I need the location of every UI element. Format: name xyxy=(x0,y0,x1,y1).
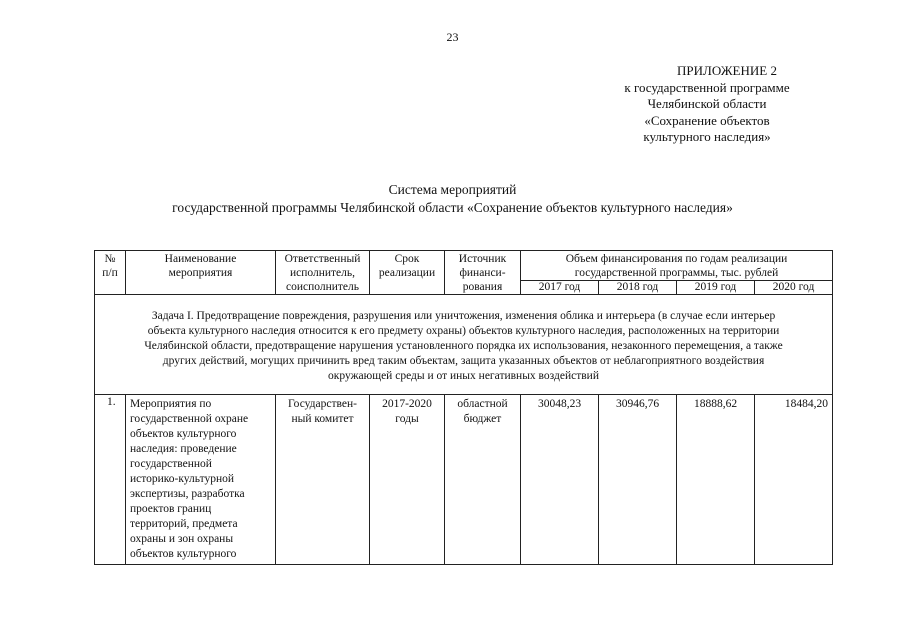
header-term: Срок реализации xyxy=(370,251,445,295)
row-value-2019: 18888,62 xyxy=(677,395,755,565)
header-funding: Объем финансирования по годам реализации государственной программы, тыс. рублей xyxy=(521,251,833,281)
appendix-line: культурного наследия» xyxy=(643,129,771,144)
measures-table xyxy=(94,250,833,565)
header-year-2020: 2020 год xyxy=(755,281,833,295)
row-measure-name: Мероприятия по государственной охране объектов культурного наследия: проведение государственной историко-культурной экспертизы, разработка проектов границ территорий, предмета охраны и зон охраны объектов культурного xyxy=(126,395,276,565)
header-year-2017: 2017 год xyxy=(521,281,599,295)
row-value-2020: 18484,20 xyxy=(755,395,833,565)
row-source: областной бюджет xyxy=(445,395,521,565)
document-title xyxy=(0,181,905,217)
document-title-line: государственной программы Челябинской области «Сохранение объектов культурного наследия» xyxy=(172,200,733,215)
header-source: Источник финанси- рования xyxy=(445,251,521,295)
row-value-2018: 30946,76 xyxy=(599,395,677,565)
task-description: Задача I. Предотвращение повреждения, разрушения или уничтожения, изменения облика и интерьера (в случае если интерьер объекта культурного наследия относится к его предмету охраны) объектов культурного наследия, расположенных на территории Челябинской области, предотвращение нарушения установленного порядка их использования, незаконного перемещения, а также других действий, могущих причинить вред таким объектам, защита указанных объектов от неблагоприятного воздействия окружающей среды и от иных негативных воздействий xyxy=(95,295,833,395)
appendix-line: Челябинской области xyxy=(647,96,767,111)
header-executor: Ответственный исполнитель, соисполнитель xyxy=(276,251,370,295)
row-executor: Государствен- ный комитет xyxy=(276,395,370,565)
header-row xyxy=(95,251,833,281)
appendix-header xyxy=(577,63,837,146)
row-number: 1. xyxy=(95,395,126,565)
row-value-2017: 30048,23 xyxy=(521,395,599,565)
appendix-title: ПРИЛОЖЕНИЕ 2 xyxy=(677,63,777,78)
page-number: 23 xyxy=(446,30,459,44)
table-row xyxy=(95,395,833,565)
document-title-line: Система мероприятий xyxy=(388,182,517,197)
header-name: Наименование мероприятия xyxy=(126,251,276,295)
task-row xyxy=(95,295,833,395)
appendix-line: к государственной программе xyxy=(624,79,790,95)
row-term: 2017-2020 годы xyxy=(370,395,445,565)
header-num: № п/п xyxy=(95,251,126,295)
appendix-line: «Сохранение объектов xyxy=(644,112,770,128)
header-year-2019: 2019 год xyxy=(677,281,755,295)
header-year-2018: 2018 год xyxy=(599,281,677,295)
